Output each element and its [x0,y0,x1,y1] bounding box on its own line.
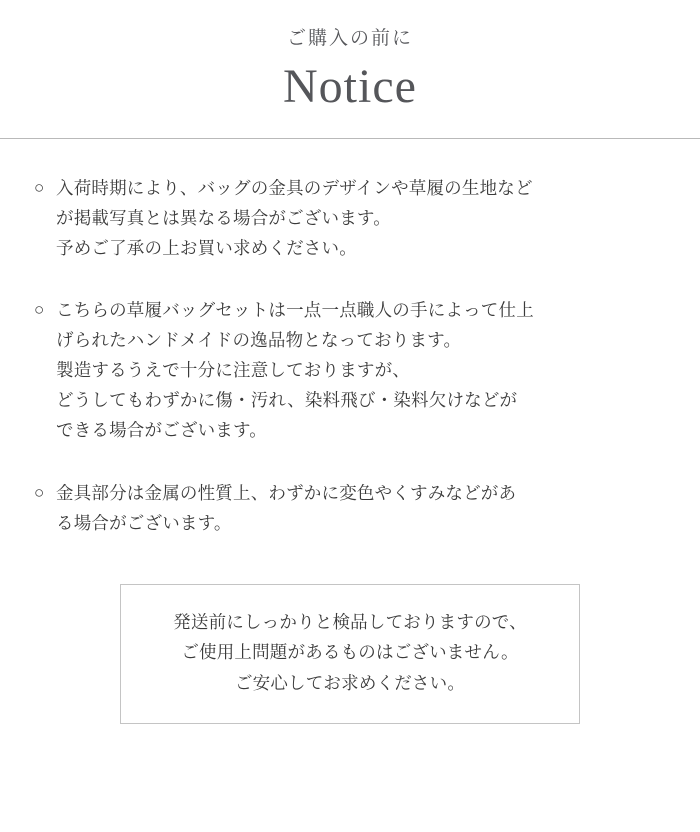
list-item-text [56,295,666,445]
note-line: 予めご了承の上お買い求めください。 [56,237,357,258]
note-line: 金具部分は金属の性質上、わずかに変色やくすみなどがあ [56,482,517,503]
circle-bullet-icon: ○ [34,177,45,197]
circle-bullet-icon: ○ [34,300,45,320]
page-title: Notice [283,59,417,113]
note-line: どうしてもわずかに傷・汚れ、染料飛び・染料欠けなどが [56,390,518,411]
notice-list [0,139,700,724]
note-line: げられたハンドメイドの逸品物となっております。 [56,330,462,351]
callout-wrapper [34,584,666,724]
page-header [0,0,700,114]
note-line: 製造するうえで十分に注意しておりますが、 [56,360,410,381]
note-line: 入荷時期により、バッグの金具のデザインや草履の生地など [56,177,533,198]
note-line: る場合がございます。 [56,512,232,533]
note-line: こちらの草履バッグセットは一点一点職人の手によって仕上 [56,300,534,321]
callout-line: ご使用上問題があるものはございません。 [181,642,519,663]
note-line: が掲載写真とは異なる場合がございます。 [56,207,391,228]
page-subtitle-japanese: ご購入の前に [286,28,413,49]
list-item [34,173,666,263]
list-item-text [56,478,666,538]
note-line: できる場合がございます。 [56,420,267,441]
list-item [34,478,666,538]
callout-line: ご安心してお求めください。 [234,672,466,693]
callout-line: 発送前にしっかりと検品しておりますので、 [173,611,527,632]
circle-bullet-icon: ○ [34,482,45,502]
list-item-text [56,173,666,263]
callout-box [120,584,580,724]
list-item [34,295,666,445]
